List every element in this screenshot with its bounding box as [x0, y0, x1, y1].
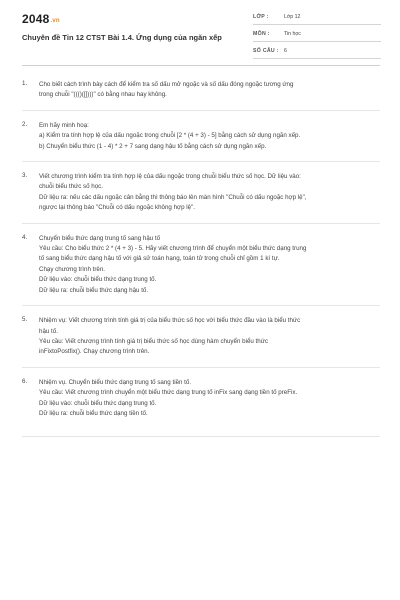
- question-divider: [22, 161, 380, 162]
- question-text-line: a) Kiểm tra tính hợp lệ của dấu ngoặc trong chuỗi [2 * (4 + 3) - 5] bằng cách sử dụng ngăn xếp.: [39, 132, 301, 140]
- question-body: [39, 121, 380, 152]
- question-divider: [22, 305, 380, 306]
- question-text-line: inFixtoPostfix(). Chạy chương trình trên.: [39, 348, 150, 356]
- question-number: 6.: [22, 377, 28, 385]
- question-number: 2.: [22, 120, 28, 128]
- meta-value: Tin học: [284, 31, 301, 37]
- question-text-line: b) Chuyển biểu thức (1 - 4) * 2 + 7 sang dạng hậu tố bằng cách sử dụng ngăn xếp.: [39, 142, 267, 150]
- question-number: 5.: [22, 316, 28, 324]
- document-header: [0, 0, 400, 62]
- question-text-line: Yêu cầu: Viết chương trình chuyển một biểu thức dạng trung tố inFix sang dạng tiền tố preFix.: [39, 389, 298, 397]
- bottom-divider: [22, 436, 380, 437]
- question-text-line: hậu tố.: [39, 327, 58, 335]
- question-item: [22, 378, 380, 420]
- meta-row-question-count: [253, 45, 381, 59]
- meta-value: Lớp 12: [284, 14, 301, 20]
- question-text-line: Nhiệm vụ. Chuyển biểu thức dạng trung tố sang tiền tố.: [39, 378, 192, 386]
- question-number: 3.: [22, 172, 28, 180]
- logo-suffix: .vn: [50, 18, 60, 24]
- meta-row-class: [253, 11, 381, 25]
- question-text-line: Em hãy minh hoạ:: [39, 121, 89, 129]
- question-text-line: Nhiệm vụ: Viết chương trình tính giá trị của biểu thức số học với biểu thức đầu vào là biểu thức: [39, 317, 301, 325]
- question-item: [22, 121, 380, 162]
- question-body: [39, 172, 380, 214]
- question-item: [22, 172, 380, 224]
- question-item: [22, 234, 380, 306]
- meta-value: 6: [284, 48, 287, 54]
- question-item: [22, 316, 380, 368]
- document-title: Chuyên đề Tin 12 CTST Bài 1.4. Ứng dụng của ngăn xếp: [22, 33, 222, 42]
- question-number: 4.: [22, 233, 28, 241]
- site-logo[interactable]: [22, 12, 60, 26]
- question-body: [39, 80, 380, 101]
- question-body: [39, 378, 380, 420]
- question-text-line: Chuyển biểu thức dạng trung tố sang hậu tố: [39, 234, 161, 242]
- question-text-line: Cho biết cách trình bày cách để kiểm tra số dấu mở ngoặc và số dấu đóng ngoặc tương ứng: [39, 81, 294, 88]
- meta-table: [253, 11, 381, 62]
- question-text-line: tố sang biểu thức dạng hậu tố với giả sử toán hạng, toán tử trong chuỗi chỉ gồm 1 kí tự.: [39, 255, 280, 263]
- question-text-line: trong chuỗi "((()([])))" có bằng nhau hay không.: [39, 91, 167, 99]
- question-text-line: chuỗi biểu thức số học.: [39, 183, 103, 191]
- question-text-line: Yêu cầu: Cho biểu thức 2 * (4 + 3) - 5. Hãy viết chương trình để chuyển một biểu thức dạng trung: [39, 245, 307, 253]
- question-text-line: Dữ liệu ra: nếu các dấu ngoặc cân bằng thì thông báo lên màn hình "Chuỗi có dấu ngoặc hợp lệ",: [39, 193, 307, 201]
- meta-label: LỚP :: [253, 14, 269, 20]
- meta-label: MÔN :: [253, 31, 270, 37]
- question-text-line: Dữ liệu ra: chuỗi biểu thức dạng hậu tố.: [39, 286, 149, 294]
- logo-text: 2048: [22, 12, 50, 26]
- header-divider: [22, 65, 380, 66]
- question-text-line: Chạy chương trình trên.: [39, 265, 105, 273]
- question-divider: [22, 367, 380, 368]
- question-text-line: Yêu cầu: Viết chương trình tính giá trị biểu thức số học dùng hàm chuyển biểu thức: [39, 337, 268, 345]
- question-text-line: ngược lại thông báo "Chuỗi có dấu ngoặc không hợp lệ".: [39, 204, 195, 212]
- question-body: [39, 316, 380, 358]
- question-number: 1.: [22, 80, 28, 87]
- meta-row-subject: [253, 28, 381, 42]
- question-text-line: Dữ liệu vào: chuỗi biểu thức dạng trung tố.: [39, 276, 157, 284]
- question-text-line: Dữ liệu ra: chuỗi biểu thức dạng tiền tố.: [39, 409, 148, 417]
- question-list: [22, 80, 380, 429]
- question-divider: [22, 223, 380, 224]
- question-text-line: Dữ liệu vào: chuỗi biểu thức dạng trung tố.: [39, 399, 157, 407]
- question-item: [22, 80, 380, 111]
- question-text-line: Viết chương trình kiểm tra tính hợp lệ của dấu ngoặc trong chuỗi biểu thức số học. Dữ liệu vào:: [39, 173, 301, 181]
- question-divider: [22, 110, 380, 111]
- meta-label: SỐ CÂU :: [253, 48, 279, 54]
- question-body: [39, 234, 380, 296]
